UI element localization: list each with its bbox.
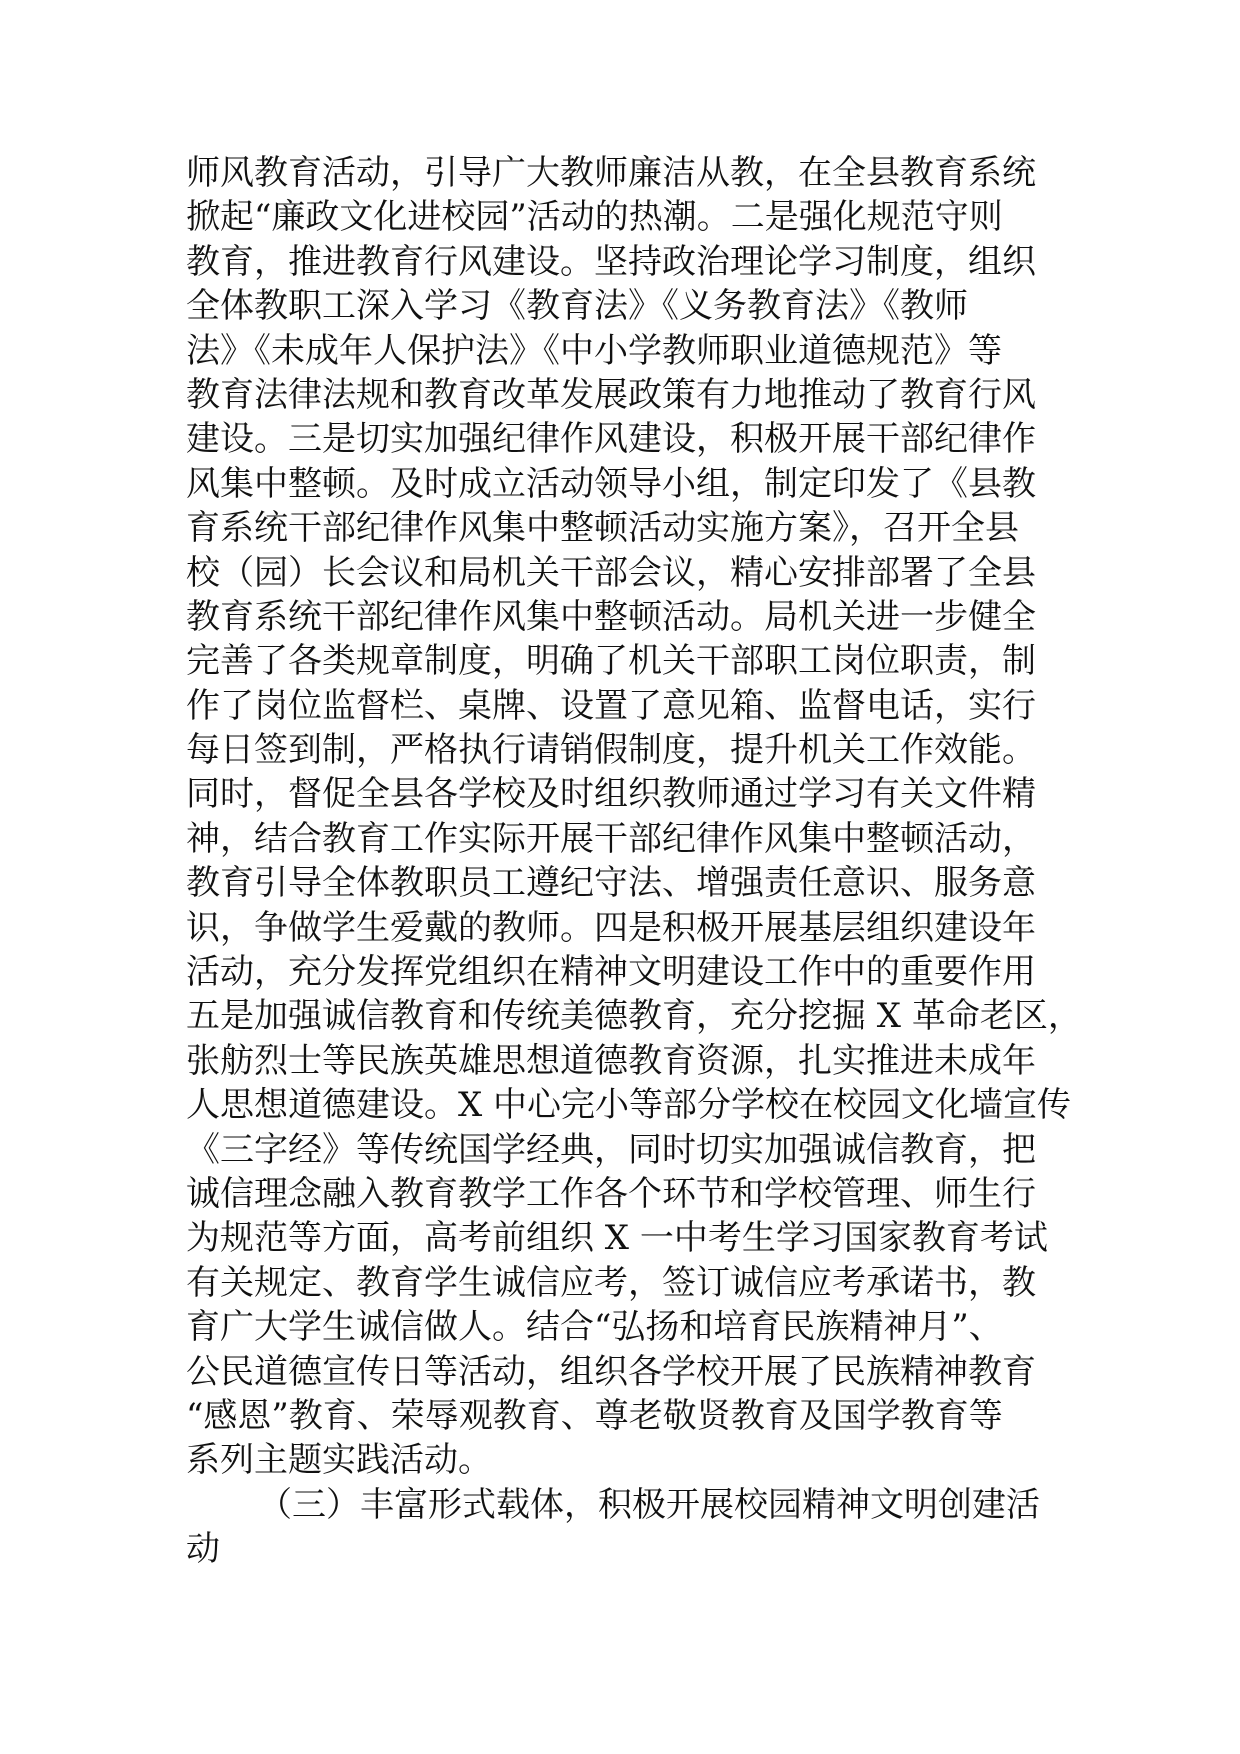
text-line: 有关规定、教育学生诚信应考，签订诚信应考承诺书，教 — [186, 1262, 1036, 1303]
text-line: 作了岗位监督栏、桌牌、设置了意见箱、监督电话，实行 — [186, 685, 1036, 726]
section-heading-line: 动 — [186, 1529, 220, 1570]
text-line: 教育系统干部纪律作风集中整顿活动。局机关进一步健全 — [186, 596, 1036, 637]
text-line: 活动，充分发挥党组织在精神文明建设工作中的重要作用 — [186, 952, 1036, 993]
text-line: 每日签到制，严格执行请销假制度，提升机关工作效能。 — [186, 730, 1036, 771]
section-heading-line: （三）丰富形式载体，积极开展校园精神文明创建活 — [258, 1484, 1040, 1525]
text-line: 教育，推进教育行风建设。坚持政治理论学习制度，组织 — [186, 241, 1036, 282]
text-line: 人思想道德建设。X 中心完小等部分学校在校园文化墙宣传 — [186, 1085, 1072, 1126]
text-line: 风集中整顿。及时成立活动领导小组，制定印发了《县教 — [186, 463, 1036, 504]
text-line: 法》《未成年人保护法》《中小学教师职业道德规范》等 — [186, 330, 1002, 371]
text-line: 掀起“廉政文化进校园”活动的热潮。二是强化规范守则 — [186, 197, 1003, 238]
text-line: 全体教职工深入学习《教育法》《义务教育法》《教师 — [186, 286, 968, 327]
text-line: 建设。三是切实加强纪律作风建设，积极开展干部纪律作 — [186, 419, 1036, 460]
text-line: 教育法律法规和教育改革发展政策有力地推动了教育行风 — [186, 374, 1036, 415]
text-line: 师风教育活动，引导广大教师廉洁从教，在全县教育系统 — [186, 153, 1036, 193]
text-line: 张舫烈士等民族英雄思想道德教育资源，扎实推进未成年 — [186, 1040, 1036, 1081]
body-text — [186, 151, 1086, 1572]
text-line: 诚信理念融入教育教学工作各个环节和学校管理、师生行 — [186, 1173, 1036, 1214]
text-line: 同时，督促全县各学校及时组织教师通过学习有关文件精 — [186, 774, 1036, 815]
text-line: 育广大学生诚信做人。结合“弘扬和培育民族精神月”、 — [186, 1307, 1003, 1348]
text-line: “感恩”教育、荣辱观教育、尊老敬贤教育及国学教育等 — [186, 1395, 1003, 1436]
text-line: 《三字经》等传统国学经典，同时切实加强诚信教育，把 — [186, 1129, 1036, 1170]
text-line: 校（园）长会议和局机关干部会议，精心安排部署了全县 — [186, 552, 1036, 593]
text-line: 为规范等方面，高考前组织 X 一中考生学习国家教育考试 — [186, 1218, 1048, 1259]
text-line: 育系统干部纪律作风集中整顿活动实施方案》，召开全县 — [186, 508, 1019, 549]
text-line: 系列主题实践活动。 — [186, 1440, 492, 1481]
text-line: 五是加强诚信教育和传统美德教育，充分挖掘 X 革命老区， — [186, 996, 1082, 1037]
text-line: 识，争做学生爱戴的教师。四是积极开展基层组织建设年 — [186, 907, 1036, 948]
text-line: 完善了各类规章制度，明确了机关干部职工岗位职责，制 — [186, 641, 1036, 682]
text-line: 神，结合教育工作实际开展干部纪律作风集中整顿活动， — [186, 818, 1036, 859]
text-line: 教育引导全体教职员工遵纪守法、增强责任意识、服务意 — [186, 863, 1036, 904]
text-line: 公民道德宣传日等活动，组织各学校开展了民族精神教育 — [186, 1351, 1036, 1392]
